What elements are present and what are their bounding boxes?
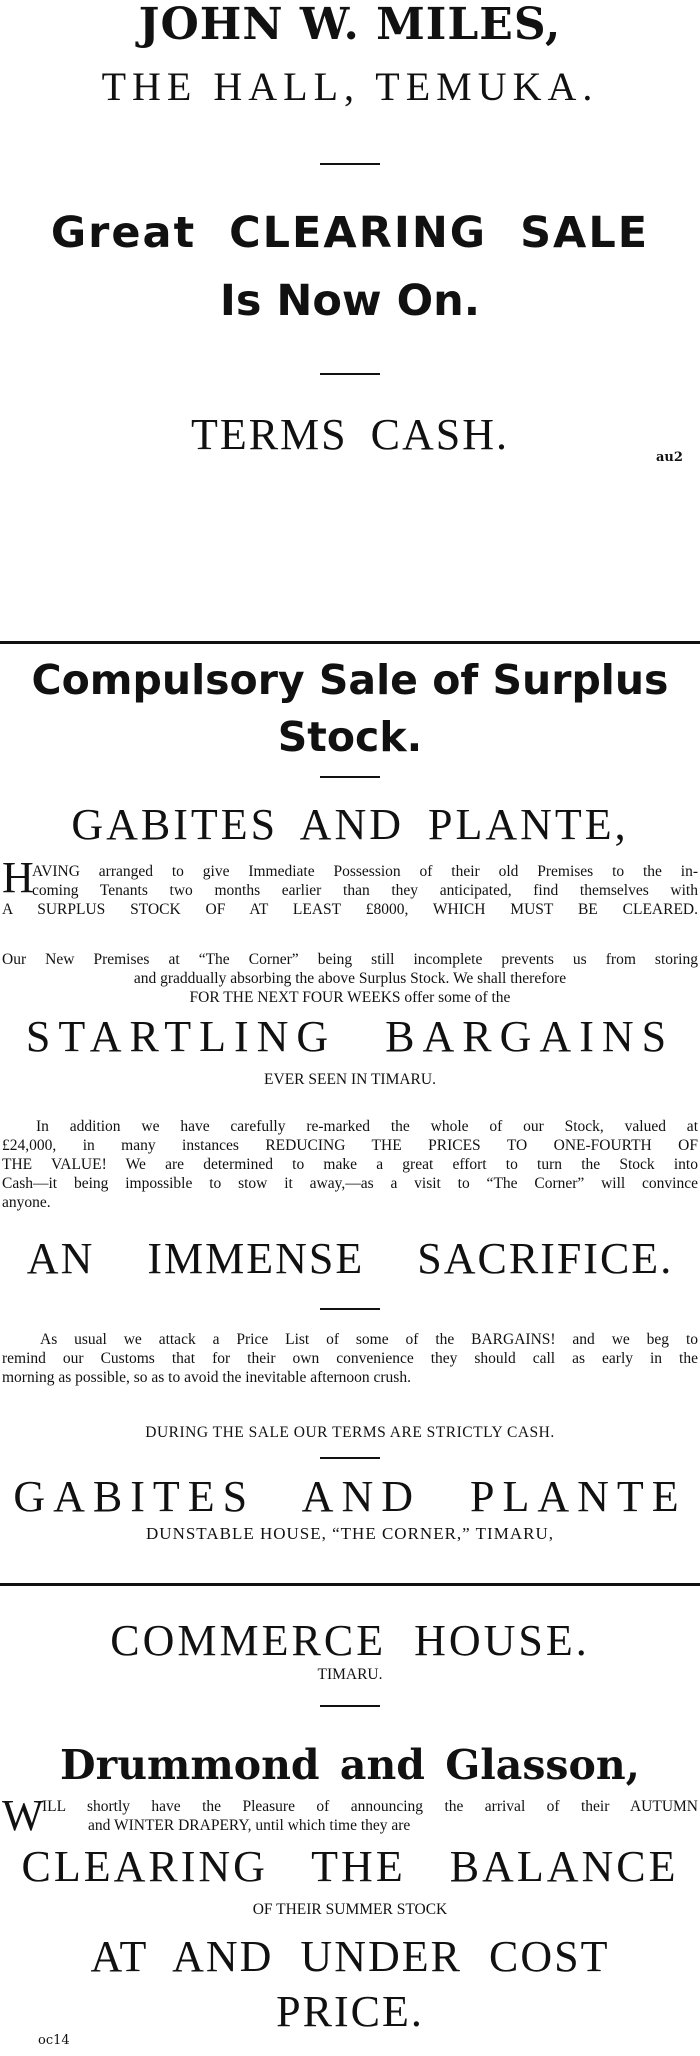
- ad3-cost-1: AT AND UNDER COST: [90, 1932, 610, 1981]
- section-divider-1: [0, 641, 700, 644]
- ad2-p4-line3: morning as possible, so as to avoid the inevitable afternoon crush.: [2, 1369, 411, 1386]
- ad1-headline-2: Is Now On.: [219, 276, 481, 326]
- ad2-p4-line1: As usual we attack a Price List of some of the BARGAINS! and we beg to: [40, 1331, 698, 1348]
- ad3-firm: Drummond and Glasson,: [60, 1741, 640, 1789]
- ad3-p1-line1: ILL shortly have the Pleasure of announcing the arrival of their AUTUMN: [42, 1798, 698, 1815]
- ad1-rule-2: [320, 373, 380, 375]
- ad2-address: DUNSTABLE HOUSE, “THE CORNER,” TIMARU,: [146, 1524, 554, 1543]
- ad2-p1-line2: coming Tenants two months earlier than they anticipated, find themselves with: [32, 882, 698, 899]
- ad2-p4-line2: remind our Customs that for their own convenience they should call as early in the: [2, 1350, 698, 1367]
- ad2-rule-2: [320, 1308, 380, 1310]
- ad2-ever-seen: EVER SEEN IN TIMARU.: [264, 1071, 436, 1088]
- ad2-p3-line1: In addition we have carefully re-marked the whole of our Stock, valued at: [36, 1118, 698, 1135]
- ad1-address: THE HALL, TEMUKA.: [101, 64, 599, 109]
- ad1-rule-1: [320, 163, 380, 165]
- ad1-headline-1: Great CLEARING SALE: [50, 208, 650, 258]
- ad3-cost-2: PRICE.: [276, 1987, 424, 2036]
- ad3-p1-line2: and WINTER DRAPERY, until which time they are: [88, 1817, 411, 1834]
- ad1-tag: au2: [656, 450, 683, 465]
- ad2-terms: DURING THE SALE OUR TERMS ARE STRICTLY CASH.: [145, 1424, 555, 1441]
- ad3-town: TIMARU.: [317, 1666, 383, 1683]
- ad2-rule-3: [320, 1457, 380, 1459]
- ad2-firm: GABITES AND PLANTE,: [71, 800, 629, 849]
- ad3-summer: OF THEIR SUMMER STOCK: [252, 1901, 448, 1918]
- ad1-terms: TERMS CASH.: [190, 410, 510, 459]
- ad2-p3-line5: anyone.: [2, 1194, 51, 1211]
- ad2-firm-footer: GABITES AND PLANTE: [13, 1472, 687, 1521]
- ad2-p3-line3: THE VALUE! We are determined to make a great effort to turn the Stock into: [2, 1156, 698, 1173]
- ad3-clearing: CLEARING THE BALANCE: [21, 1842, 679, 1891]
- ad2-p2-line1: Our New Premises at “The Corner” being still incomplete prevents us from storing: [2, 951, 698, 968]
- ad2-p1-line1: AVING arranged to give Immediate Possession of their old Premises to the in-: [32, 863, 698, 880]
- ad2-p2-line2: and graddually absorbing the above Surplus Stock. We shall therefore: [133, 970, 567, 987]
- ad2-sacrifice: AN IMMENSE SACRIFICE.: [26, 1234, 674, 1283]
- ad2-rule-1: [320, 776, 380, 778]
- ad2-p1-line3: A SURPLUS STOCK OF AT LEAST £8000, WHICH MUST BE CLEARED.: [2, 901, 698, 918]
- ad3-dropcap: W: [2, 1791, 44, 1840]
- ad1-name: JOHN W. MILES,: [138, 0, 562, 50]
- ad2-title-2: Stock.: [277, 713, 423, 761]
- ad2-title-1: Compulsory Sale of Surplus: [31, 656, 669, 704]
- section-divider-2: [0, 1583, 700, 1586]
- ad2-p2-line3: FOR THE NEXT FOUR WEEKS offer some of the: [189, 989, 511, 1006]
- ad3-house: COMMERCE HOUSE.: [110, 1616, 590, 1665]
- ad2-p3-line2: £24,000, in many instances REDUCING THE PRICES TO ONE-FOURTH OF: [2, 1137, 698, 1154]
- ad2-p3-line4: Cash—it being impossible to stow it away,—as a visit to “The Corner” will convince: [2, 1175, 698, 1192]
- ad3-rule-1: [320, 1705, 380, 1707]
- ad2-dropcap: H: [2, 853, 34, 902]
- ad2-startling: STARTLING BARGAINS: [25, 1012, 675, 1061]
- ad3-tag: oc14: [38, 2033, 70, 2048]
